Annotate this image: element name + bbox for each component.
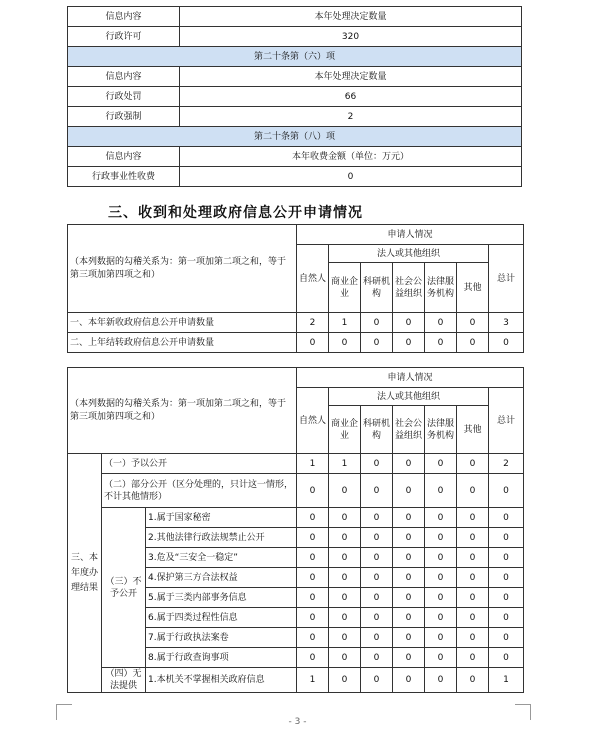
- value-cell: 0: [393, 628, 425, 648]
- value-cell: 0: [457, 528, 489, 548]
- value-cell: 0: [297, 628, 329, 648]
- value-cell: 0: [329, 608, 361, 628]
- value-cell: 0: [457, 474, 489, 508]
- section-header-cell: 第二十条第（六）项: [68, 47, 522, 67]
- row-value: 320: [180, 27, 522, 47]
- other-header: 其他: [457, 263, 489, 313]
- crop-mark: [515, 704, 531, 705]
- row-label: 3.危及“三安全一稳定”: [146, 548, 297, 568]
- row-value: 本年收费金额（单位：万元）: [180, 147, 522, 167]
- value-cell: 1: [489, 668, 524, 693]
- value-cell: 0: [393, 508, 425, 528]
- value-cell: 0: [457, 568, 489, 588]
- section-header-cell: 第二十条第（八）项: [68, 127, 522, 147]
- value-cell: 0: [329, 628, 361, 648]
- legal-service-header: 法律服务机构: [425, 263, 457, 313]
- natural-person-header: 自然人: [297, 388, 329, 454]
- value-cell: 0: [329, 568, 361, 588]
- value-cell: 0: [361, 454, 393, 474]
- value-cell: 0: [457, 608, 489, 628]
- value-cell: 0: [329, 333, 361, 353]
- legal-group-header: 法人或其他组织: [329, 245, 489, 263]
- note-cell: （本列数据的勾稽关系为：第一项加第二项之和，等于第三项加第四项之和）: [68, 368, 297, 454]
- value-cell: 0: [297, 528, 329, 548]
- value-cell: 1: [297, 454, 329, 474]
- row-label: 2.其他法律行政法规禁止公开: [146, 528, 297, 548]
- research-header: 科研机构: [361, 406, 393, 454]
- value-cell: 0: [489, 608, 524, 628]
- value-cell: 0: [393, 528, 425, 548]
- table-row: [68, 508, 524, 528]
- value-cell: 0: [393, 668, 425, 693]
- note-cell: （本列数据的勾稽关系为：第一项加第二项之和，等于第三项加第四项之和）: [68, 225, 297, 313]
- value-cell: 0: [297, 548, 329, 568]
- value-cell: 0: [489, 648, 524, 668]
- value-cell: 0: [425, 648, 457, 668]
- value-cell: 0: [489, 628, 524, 648]
- row-label: 信息内容: [68, 7, 180, 27]
- value-cell: 0: [297, 508, 329, 528]
- value-cell: 0: [457, 508, 489, 528]
- value-cell: 0: [425, 628, 457, 648]
- value-cell: 0: [329, 588, 361, 608]
- total-header: 总计: [489, 245, 524, 313]
- value-cell: 0: [425, 588, 457, 608]
- table-row: [68, 313, 524, 333]
- table-row: [68, 167, 522, 187]
- value-cell: 1: [329, 454, 361, 474]
- value-cell: 0: [457, 333, 489, 353]
- value-cell: 0: [361, 548, 393, 568]
- value-cell: 0: [361, 528, 393, 548]
- sub-group-label: （三）不予公开: [102, 508, 146, 668]
- value-cell: 0: [489, 528, 524, 548]
- value-cell: 0: [457, 548, 489, 568]
- value-cell: 0: [457, 588, 489, 608]
- row-label: 1.本机关不掌握相关政府信息: [146, 668, 297, 693]
- row-label: 行政强制: [68, 107, 180, 127]
- crop-mark: [56, 704, 72, 705]
- business-header: 商业企业: [329, 263, 361, 313]
- applications-received-table: [67, 224, 524, 353]
- table-row: [68, 67, 522, 87]
- value-cell: 0: [393, 608, 425, 628]
- value-cell: 0: [425, 474, 457, 508]
- value-cell: 0: [425, 608, 457, 628]
- natural-person-header: 自然人: [297, 245, 329, 313]
- value-cell: 0: [297, 588, 329, 608]
- value-cell: 0: [393, 588, 425, 608]
- sub-group-label: （四）无法提供: [102, 668, 146, 693]
- value-cell: 0: [329, 474, 361, 508]
- value-cell: 0: [489, 568, 524, 588]
- row-label: 8.属于行政查询事项: [146, 648, 297, 668]
- value-cell: 0: [361, 668, 393, 693]
- research-header: 科研机构: [361, 263, 393, 313]
- value-cell: 0: [425, 528, 457, 548]
- public-welfare-header: 社会公益组织: [393, 406, 425, 454]
- value-cell: 0: [425, 508, 457, 528]
- value-cell: 0: [361, 568, 393, 588]
- value-cell: 0: [457, 313, 489, 333]
- group-label: 三、本年度办理结果: [68, 454, 102, 693]
- value-cell: 0: [361, 608, 393, 628]
- value-cell: 0: [489, 588, 524, 608]
- value-cell: 0: [297, 474, 329, 508]
- row-label: 行政许可: [68, 27, 180, 47]
- total-header: 总计: [489, 388, 524, 454]
- row-label: 信息内容: [68, 67, 180, 87]
- value-cell: 0: [457, 628, 489, 648]
- row-value: 本年处理决定数量: [180, 67, 522, 87]
- section-title: 三、收到和处理政府信息公开申请情况: [108, 205, 363, 221]
- value-cell: 0: [361, 508, 393, 528]
- statistics-table: [67, 6, 522, 187]
- processing-results-table: [67, 367, 524, 693]
- table-row: [68, 27, 522, 47]
- row-label: 5.属于三类内部事务信息: [146, 588, 297, 608]
- row-value: 0: [180, 167, 522, 187]
- value-cell: 0: [329, 548, 361, 568]
- row-label: 信息内容: [68, 147, 180, 167]
- value-cell: 0: [361, 628, 393, 648]
- value-cell: 0: [393, 313, 425, 333]
- value-cell: 0: [393, 568, 425, 588]
- value-cell: 0: [297, 608, 329, 628]
- row-label: （二）部分公开（区分处理的，只计这一情形，不计其他情形）: [102, 474, 297, 508]
- value-cell: 0: [425, 313, 457, 333]
- value-cell: 0: [297, 333, 329, 353]
- public-welfare-header: 社会公益组织: [393, 263, 425, 313]
- value-cell: 0: [361, 648, 393, 668]
- table-row: [68, 454, 524, 474]
- value-cell: 0: [393, 333, 425, 353]
- table-row: [68, 668, 524, 693]
- value-cell: 2: [489, 454, 524, 474]
- value-cell: 1: [329, 313, 361, 333]
- value-cell: 0: [393, 648, 425, 668]
- table-row: [68, 87, 522, 107]
- value-cell: 0: [329, 508, 361, 528]
- table-row: [68, 474, 524, 508]
- value-cell: 0: [361, 474, 393, 508]
- value-cell: 0: [425, 568, 457, 588]
- value-cell: 0: [425, 668, 457, 693]
- value-cell: 0: [489, 508, 524, 528]
- row-label: 行政事业性收费: [68, 167, 180, 187]
- value-cell: 0: [393, 548, 425, 568]
- row-label: 7.属于行政执法案卷: [146, 628, 297, 648]
- value-cell: 0: [489, 548, 524, 568]
- row-label: 1.属于国家秘密: [146, 508, 297, 528]
- row-value: 66: [180, 87, 522, 107]
- table-row: [68, 333, 524, 353]
- value-cell: 0: [425, 333, 457, 353]
- value-cell: 0: [297, 568, 329, 588]
- value-cell: 0: [329, 528, 361, 548]
- section-header-row: [68, 47, 522, 67]
- value-cell: 0: [361, 313, 393, 333]
- row-label: 一、本年新收政府信息公开申请数量: [68, 313, 297, 333]
- value-cell: 2: [297, 313, 329, 333]
- value-cell: 0: [457, 668, 489, 693]
- value-cell: 0: [361, 588, 393, 608]
- legal-group-header: 法人或其他组织: [329, 388, 489, 406]
- section-header-row: [68, 127, 522, 147]
- other-header: 其他: [457, 406, 489, 454]
- applicant-header: 申请人情况: [297, 368, 524, 388]
- value-cell: 0: [457, 648, 489, 668]
- value-cell: 0: [489, 333, 524, 353]
- row-value: 2: [180, 107, 522, 127]
- row-label: 行政处罚: [68, 87, 180, 107]
- value-cell: 0: [489, 474, 524, 508]
- value-cell: 0: [329, 648, 361, 668]
- value-cell: 3: [489, 313, 524, 333]
- value-cell: 0: [457, 454, 489, 474]
- value-cell: 0: [361, 333, 393, 353]
- table-row: [68, 7, 522, 27]
- value-cell: 0: [393, 474, 425, 508]
- row-label: （一）予以公开: [102, 454, 297, 474]
- applicant-header: 申请人情况: [297, 225, 524, 245]
- row-label: 6.属于四类过程性信息: [146, 608, 297, 628]
- row-label: 4.保护第三方合法权益: [146, 568, 297, 588]
- value-cell: 0: [393, 454, 425, 474]
- value-cell: 0: [297, 648, 329, 668]
- value-cell: 0: [425, 548, 457, 568]
- row-label: 二、上年结转政府信息公开申请数量: [68, 333, 297, 353]
- legal-service-header: 法律服务机构: [425, 406, 457, 454]
- business-header: 商业企业: [329, 406, 361, 454]
- value-cell: 1: [297, 668, 329, 693]
- table-row: [68, 147, 522, 167]
- page-number: - 3 -: [288, 717, 307, 727]
- value-cell: 0: [329, 668, 361, 693]
- row-value: 本年处理决定数量: [180, 7, 522, 27]
- value-cell: 0: [425, 454, 457, 474]
- table-row: [68, 107, 522, 127]
